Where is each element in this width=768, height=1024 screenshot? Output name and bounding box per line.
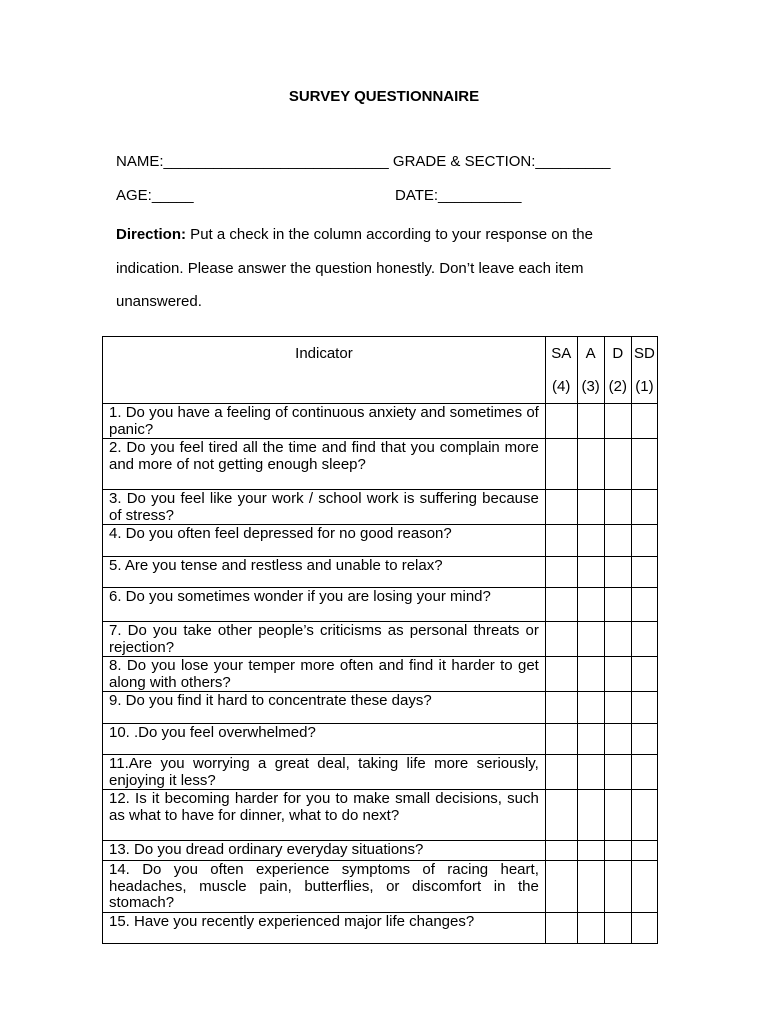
- checkbox-cell-a[interactable]: [577, 657, 604, 692]
- checkbox-cell-a[interactable]: [577, 790, 604, 841]
- checkbox-cell-sa[interactable]: [545, 861, 577, 913]
- checkbox-cell-sd[interactable]: [631, 755, 657, 790]
- checkbox-cell-a[interactable]: [577, 692, 604, 724]
- header-sa: [545, 337, 577, 404]
- header-a-value: (3): [581, 378, 600, 395]
- question-2: 2. Do you feel tired all the time and find that you complain more and more of not getting enough sleep?: [103, 439, 546, 490]
- checkbox-cell-sd[interactable]: [631, 525, 657, 557]
- table-row: [103, 841, 658, 861]
- direction-text: Put a check in the column according to your response on the indication. Please answer the question honestly. Don’t leave each item unanswered.: [116, 226, 593, 310]
- indicator-header: Indicator: [103, 337, 546, 404]
- checkbox-cell-sa[interactable]: [545, 404, 577, 439]
- checkbox-cell-sa[interactable]: [545, 657, 577, 692]
- checkbox-cell-a[interactable]: [577, 490, 604, 525]
- table-row: [103, 724, 658, 755]
- checkbox-cell-a[interactable]: [577, 439, 604, 490]
- name-grade-section-line: NAME:___________________________ GRADE & SECTION:_________: [116, 153, 611, 170]
- question-1: 1. Do you have a feeling of continuous anxiety and sometimes of panic?: [103, 404, 546, 439]
- question-3: 3. Do you feel like your work / school work is suffering because of stress?: [103, 490, 546, 525]
- direction-paragraph: [116, 218, 636, 319]
- checkbox-cell-sa[interactable]: [545, 439, 577, 490]
- question-15: 15. Have you recently experienced major life changes?: [103, 912, 546, 943]
- table-row: [103, 404, 658, 439]
- checkbox-cell-sd[interactable]: [631, 692, 657, 724]
- header-sd-label: SD: [634, 345, 655, 362]
- checkbox-cell-a[interactable]: [577, 557, 604, 588]
- question-5: 5. Are you tense and restless and unable to relax?: [103, 557, 546, 588]
- checkbox-cell-sa[interactable]: [545, 724, 577, 755]
- table-row: [103, 557, 658, 588]
- direction-label: Direction:: [116, 226, 187, 243]
- checkbox-cell-sa[interactable]: [545, 755, 577, 790]
- checkbox-cell-d[interactable]: [604, 525, 631, 557]
- survey-table: [102, 336, 658, 944]
- question-10: 10. .Do you feel overwhelmed?: [103, 724, 546, 755]
- age-field: AGE:_____: [116, 187, 194, 204]
- checkbox-cell-d[interactable]: [604, 657, 631, 692]
- checkbox-cell-d[interactable]: [604, 755, 631, 790]
- checkbox-cell-sd[interactable]: [631, 622, 657, 657]
- checkbox-cell-sa[interactable]: [545, 588, 577, 622]
- checkbox-cell-d[interactable]: [604, 692, 631, 724]
- checkbox-cell-sd[interactable]: [631, 404, 657, 439]
- question-7: 7. Do you take other people’s criticisms as personal threats or rejection?: [103, 622, 546, 657]
- checkbox-cell-sd[interactable]: [631, 490, 657, 525]
- checkbox-cell-sd[interactable]: [631, 790, 657, 841]
- checkbox-cell-a[interactable]: [577, 861, 604, 913]
- checkbox-cell-d[interactable]: [604, 912, 631, 943]
- table-row: [103, 490, 658, 525]
- header-d-label: D: [612, 345, 624, 362]
- checkbox-cell-d[interactable]: [604, 622, 631, 657]
- table-row: [103, 525, 658, 557]
- table-row: [103, 439, 658, 490]
- checkbox-cell-a[interactable]: [577, 912, 604, 943]
- checkbox-cell-d[interactable]: [604, 861, 631, 913]
- checkbox-cell-sa[interactable]: [545, 790, 577, 841]
- table-row: [103, 622, 658, 657]
- checkbox-cell-sa[interactable]: [545, 490, 577, 525]
- checkbox-cell-sa[interactable]: [545, 557, 577, 588]
- checkbox-cell-d[interactable]: [604, 724, 631, 755]
- checkbox-cell-sd[interactable]: [631, 557, 657, 588]
- table-row: [103, 861, 658, 913]
- table-row: [103, 912, 658, 943]
- checkbox-cell-a[interactable]: [577, 841, 604, 861]
- checkbox-cell-sd[interactable]: [631, 439, 657, 490]
- checkbox-cell-a[interactable]: [577, 404, 604, 439]
- question-4: 4. Do you often feel depressed for no good reason?: [103, 525, 546, 557]
- checkbox-cell-sd[interactable]: [631, 724, 657, 755]
- checkbox-cell-sa[interactable]: [545, 525, 577, 557]
- checkbox-cell-sa[interactable]: [545, 841, 577, 861]
- checkbox-cell-sd[interactable]: [631, 588, 657, 622]
- checkbox-cell-sd[interactable]: [631, 861, 657, 913]
- header-a: [577, 337, 604, 404]
- checkbox-cell-d[interactable]: [604, 790, 631, 841]
- checkbox-cell-a[interactable]: [577, 622, 604, 657]
- header-sa-value: (4): [552, 378, 571, 395]
- date-field: DATE:__________: [395, 187, 522, 204]
- checkbox-cell-a[interactable]: [577, 525, 604, 557]
- question-11: 11.Are you worrying a great deal, taking life more seriously, enjoying it less?: [103, 755, 546, 790]
- question-6: 6. Do you sometimes wonder if you are losing your mind?: [103, 588, 546, 622]
- question-9: 9. Do you find it hard to concentrate these days?: [103, 692, 546, 724]
- checkbox-cell-sa[interactable]: [545, 692, 577, 724]
- question-13: 13. Do you dread ordinary everyday situations?: [103, 841, 546, 861]
- checkbox-cell-sa[interactable]: [545, 912, 577, 943]
- header-sd-value: (1): [635, 378, 654, 395]
- header-sa-label: SA: [551, 345, 572, 362]
- checkbox-cell-d[interactable]: [604, 439, 631, 490]
- question-8: 8. Do you lose your temper more often and find it harder to get along with others?: [103, 657, 546, 692]
- table-row: [103, 755, 658, 790]
- header-d: [604, 337, 631, 404]
- page-title: SURVEY QUESTIONNAIRE: [288, 88, 480, 105]
- checkbox-cell-d[interactable]: [604, 490, 631, 525]
- header-d-value: (2): [608, 378, 627, 395]
- header-sd: [631, 337, 657, 404]
- header-a-label: A: [585, 345, 596, 362]
- checkbox-cell-a[interactable]: [577, 724, 604, 755]
- table-row: [103, 657, 658, 692]
- checkbox-cell-a[interactable]: [577, 588, 604, 622]
- checkbox-cell-a[interactable]: [577, 755, 604, 790]
- question-14: 14. Do you often experience symptoms of racing heart, headaches, muscle pain, butterflies, or discomfort in the stomach?: [103, 861, 546, 913]
- checkbox-cell-sd[interactable]: [631, 657, 657, 692]
- checkbox-cell-d[interactable]: [604, 588, 631, 622]
- checkbox-cell-d[interactable]: [604, 404, 631, 439]
- checkbox-cell-d[interactable]: [604, 841, 631, 861]
- table-row: [103, 692, 658, 724]
- checkbox-cell-d[interactable]: [604, 557, 631, 588]
- question-12: 12. Is it becoming harder for you to make small decisions, such as what to have for dinner, what to do next?: [103, 790, 546, 841]
- checkbox-cell-sd[interactable]: [631, 841, 657, 861]
- table-row: [103, 588, 658, 622]
- table-row: [103, 790, 658, 841]
- table-header-row: [103, 337, 658, 404]
- checkbox-cell-sa[interactable]: [545, 622, 577, 657]
- checkbox-cell-sd[interactable]: [631, 912, 657, 943]
